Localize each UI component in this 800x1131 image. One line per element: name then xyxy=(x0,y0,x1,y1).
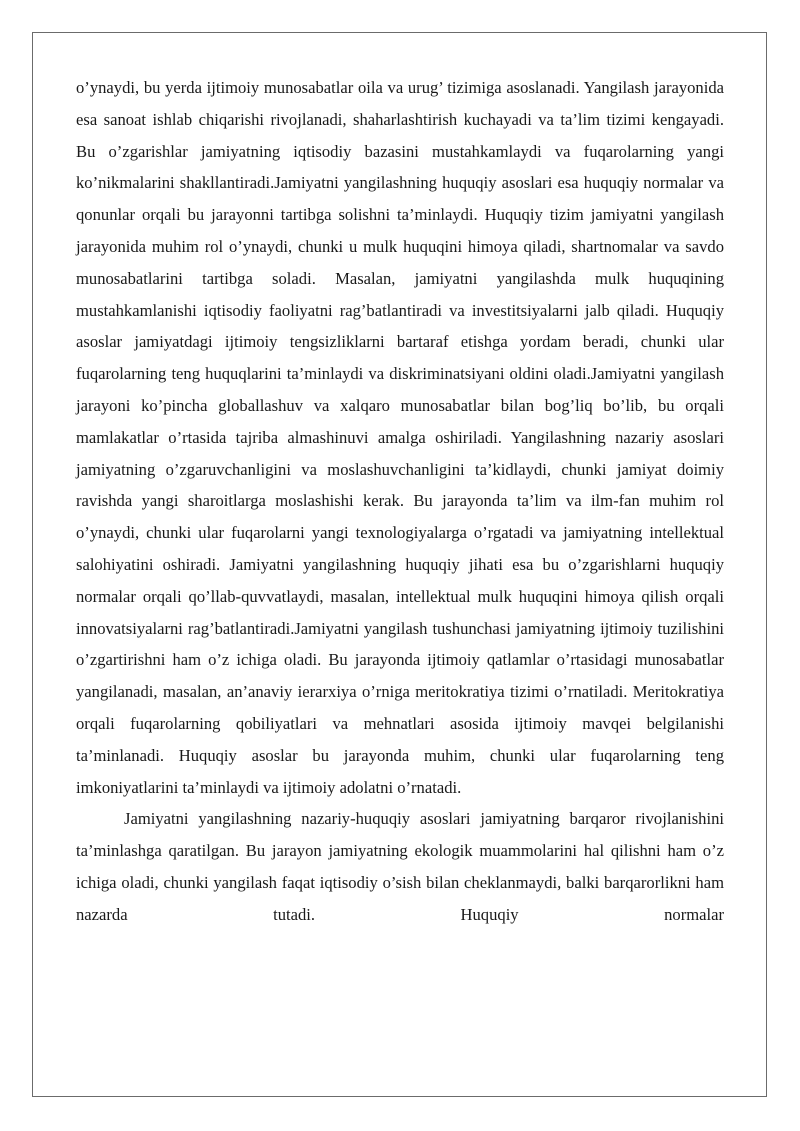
paragraph: Jamiyatni yangilashning nazariy-huquqiy asoslari jamiyatning barqaror rivojlanishini ta’minlashga qaratilgan. Bu jarayon jamiyatning ekologik muammolarini hal qilishni ham o’z ichiga oladi, chunki yangilash faqat iqtisodiy o’sish bilan cheklanmaydi, balki barqarorlikni ham nazarda tutadi. Huquqiy normalar xyxy=(76,809,724,924)
document-body xyxy=(76,72,724,931)
paragraph: o’ynaydi, bu yerda ijtimoiy munosabatlar oila va urug’ tizimiga asoslanadi. Yangilash jarayonida esa sanoat ishlab chiqarishi rivojlanadi, shaharlashtirish kuchayadi va ta’lim tizimi kengayadi. Bu o’zgarishlar jamiyatning iqtisodiy bazasini mustahkamlaydi va fuqarolarning yangi ko’nikmalarini shakllantiradi.Jamiyatni yangilashning huquqiy asoslari esa huquqiy normalar va qonunlar orqali bu jarayonni tartibga solishni ta’minlaydi. Huquqiy tizim jamiyatni yangilash jarayonida muhim rol o’ynaydi, chunki u mulk huquqini himoya qiladi, shartnomalar va savdo munosabatlarini tartibga soladi. Masalan, jamiyatni yangilashda mulk huquqining mustahkamlanishi iqtisodiy faoliyatni rag’batlantiradi va investitsiyalarni jalb qiladi. Huquqiy asoslar jamiyatdagi ijtimoiy tengsizliklarni bartaraf etishga yordam beradi, chunki ular fuqarolarning teng huquqlarini ta’minlaydi va diskriminatsiyani oldini oladi.Jamiyatni yangilash jarayoni ko’pincha globallashuv va xalqaro munosabatlar bilan bog’liq bo’lib, bu orqali mamlakatlar o’rtasida tajriba almashinuvi amalga oshiriladi. Yangilashning nazariy asoslari jamiyatning o’zgaruvchanligini va moslashuvchanligini ta’kidlaydi, chunki jamiyat doimiy ravishda yangi sharoitlarga moslashishi kerak. Bu jarayonda ta’lim va ilm-fan muhim rol o’ynaydi, chunki ular fuqarolarni yangi texnologiyalarga o’rgatadi va jamiyatning intellektual salohiyatini oshiradi. Jamiyatni yangilashning huquqiy jihati esa bu o’zgarishlarni huquqiy normalar orqali qo’llab-quvvatlaydi, masalan, intellektual mulk huquqini himoya qilish orqali innovatsiyalarni rag’batlantiradi.Jamiyatni yangilash tushunchasi jamiyatning ijtimoiy tuzilishini o’zgartirishni ham o’z ichiga oladi. Bu jarayonda ijtimoiy qatlamlar o’rtasidagi munosabatlar yangilanadi, masalan, an’anaviy ierarxiya o’rniga meritokratiya tizimi o’rnatiladi. Meritokratiya orqali fuqarolarning qobiliyatlari va mehnatlari asosida ijtimoiy mavqei belgilanishi ta’minlanadi. Huquqiy asoslar bu jarayonda muhim, chunki ular fuqarolarning teng imkoniyatlarini ta’minlaydi va ijtimoiy adolatni o’rnatadi. xyxy=(76,78,724,797)
